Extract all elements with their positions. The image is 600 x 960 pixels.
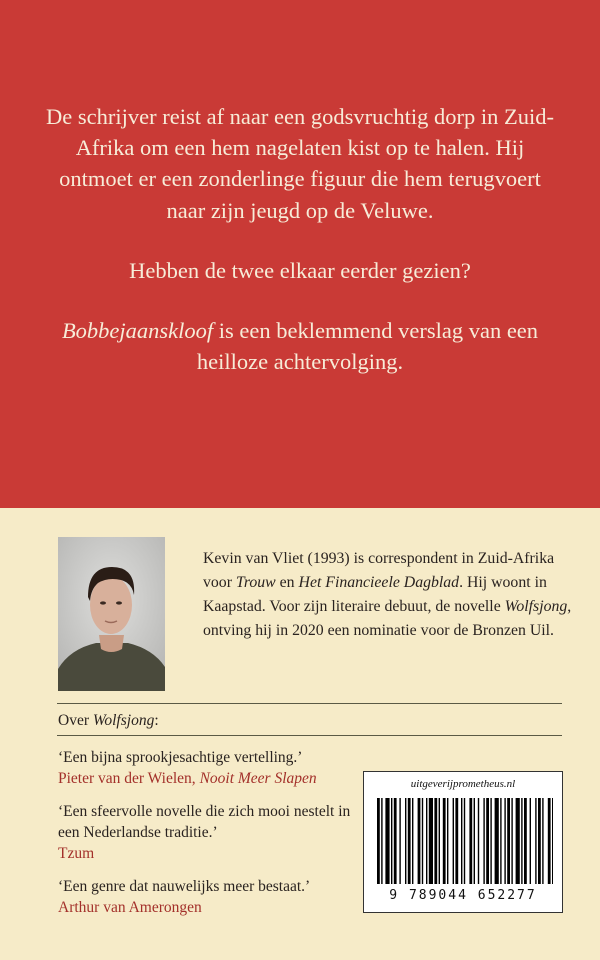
blurb-text bbox=[40, 101, 560, 406]
bio-newspaper-trouw: Trouw bbox=[235, 574, 276, 591]
barcode-bar bbox=[391, 798, 392, 884]
publisher-url: uitgeverijprometheus.nl bbox=[410, 778, 516, 790]
barcode-bar bbox=[516, 798, 520, 884]
barcode-bar bbox=[478, 798, 479, 884]
barcode-bar bbox=[535, 798, 536, 884]
divider-top bbox=[57, 703, 562, 704]
barcode-bar bbox=[530, 798, 531, 884]
blurb-paragraph-2: Hebben de twee elkaar eerder gezien? bbox=[129, 257, 471, 283]
barcode-bar bbox=[377, 798, 380, 884]
divider-bottom bbox=[57, 735, 562, 736]
review-text: ‘Een sfeervolle novelle die zich mooi nestelt in een Nederlandse traditie.’ bbox=[58, 803, 351, 841]
reviews-heading-prefix: Over bbox=[58, 712, 93, 729]
barcode-bar bbox=[552, 798, 553, 884]
author-portrait-icon bbox=[58, 537, 165, 691]
barcode-bar bbox=[443, 798, 446, 884]
barcode-bar bbox=[490, 798, 491, 884]
blurb-paragraph-1: De schrijver reist af naar een godsvruchtig dorp in Zuid-Afrika om een hem nagelaten kist op te halen. Hij ontmoet er een zonderlinge figuur die hem terugvoert naar zijn jeugd op de Veluwe. bbox=[46, 104, 554, 223]
bio-text-2: en bbox=[275, 574, 299, 591]
barcode-bar bbox=[507, 798, 510, 884]
review-source: Tzum bbox=[58, 845, 95, 862]
barcode-bar bbox=[511, 798, 512, 884]
review-quote-3 bbox=[58, 876, 358, 918]
bio-text-1: Kevin van Vliet (1993) is correspondent in Zuid-Afrika voor bbox=[203, 550, 555, 591]
reviews-heading-suffix: : bbox=[154, 712, 159, 729]
barcode-bar bbox=[399, 798, 400, 884]
barcode-bar bbox=[495, 798, 499, 884]
reviews-heading-title: Wolfsjong bbox=[92, 712, 155, 729]
bio-text-4: , ontving hij in 2020 een nominatie voor de Bronzen Uil. bbox=[203, 598, 572, 639]
barcode-bar bbox=[521, 798, 522, 884]
barcode-bar bbox=[548, 798, 551, 884]
barcode-bar bbox=[426, 798, 427, 884]
barcode-bar bbox=[434, 798, 437, 884]
barcode-bar bbox=[542, 798, 543, 884]
barcode-bar bbox=[474, 798, 475, 884]
barcode-bar bbox=[447, 798, 448, 884]
barcode-panel bbox=[363, 771, 563, 913]
barcode-icon bbox=[377, 798, 553, 884]
author-photo bbox=[58, 537, 165, 691]
barcode-bar bbox=[464, 798, 465, 884]
barcode-bar bbox=[524, 798, 527, 884]
barcode-bar bbox=[412, 798, 413, 884]
bio-newspaper-fd: Het Financieele Dagblad bbox=[298, 574, 460, 591]
barcode-bar bbox=[486, 798, 489, 884]
review-source bbox=[58, 768, 358, 789]
barcode-bar bbox=[500, 798, 501, 884]
book-title: Bobbejaanskloof bbox=[61, 318, 214, 344]
barcode-bar bbox=[483, 798, 484, 884]
barcode-bar bbox=[418, 798, 421, 884]
barcode-bar bbox=[429, 798, 433, 884]
barcode-bar bbox=[405, 798, 406, 884]
isbn-number: 9 789044 652277 bbox=[389, 888, 537, 903]
blurb-paragraph-3-rest: is een beklemmend verslag van een heilloze achtervolging. bbox=[196, 318, 539, 375]
barcode-bar bbox=[422, 798, 423, 884]
barcode-bar bbox=[461, 798, 462, 884]
barcode-bar bbox=[408, 798, 411, 884]
barcode-bar bbox=[385, 798, 389, 884]
review-source-publication: Nooit Meer Slapen bbox=[199, 770, 317, 787]
barcode-bar bbox=[381, 798, 382, 884]
barcode-bar bbox=[538, 798, 541, 884]
barcode-bar bbox=[439, 798, 440, 884]
author-bio bbox=[203, 547, 573, 643]
reviews-heading bbox=[58, 712, 159, 730]
review-source-name: Pieter van der Wielen, bbox=[58, 770, 200, 787]
bio-novel-title: Wolfsjong bbox=[504, 598, 568, 615]
review-quote-2 bbox=[58, 801, 358, 864]
barcode-bar bbox=[394, 798, 397, 884]
review-quote-1 bbox=[58, 747, 358, 789]
bio-text-3: . Hij woont in Kaapstad. Voor zijn literaire debuut, de novelle bbox=[203, 574, 547, 615]
barcode-bar bbox=[504, 798, 505, 884]
review-text: ‘Een genre dat nauwelijks meer bestaat.’ bbox=[58, 878, 311, 895]
review-text: ‘Een bijna sprookjesachtige vertelling.’ bbox=[58, 749, 303, 766]
barcode-bar bbox=[455, 798, 458, 884]
blurb-paragraph-3 bbox=[40, 315, 560, 377]
barcode-bar bbox=[469, 798, 472, 884]
review-source: Arthur van Amerongen bbox=[58, 899, 202, 916]
barcode-bar bbox=[453, 798, 454, 884]
